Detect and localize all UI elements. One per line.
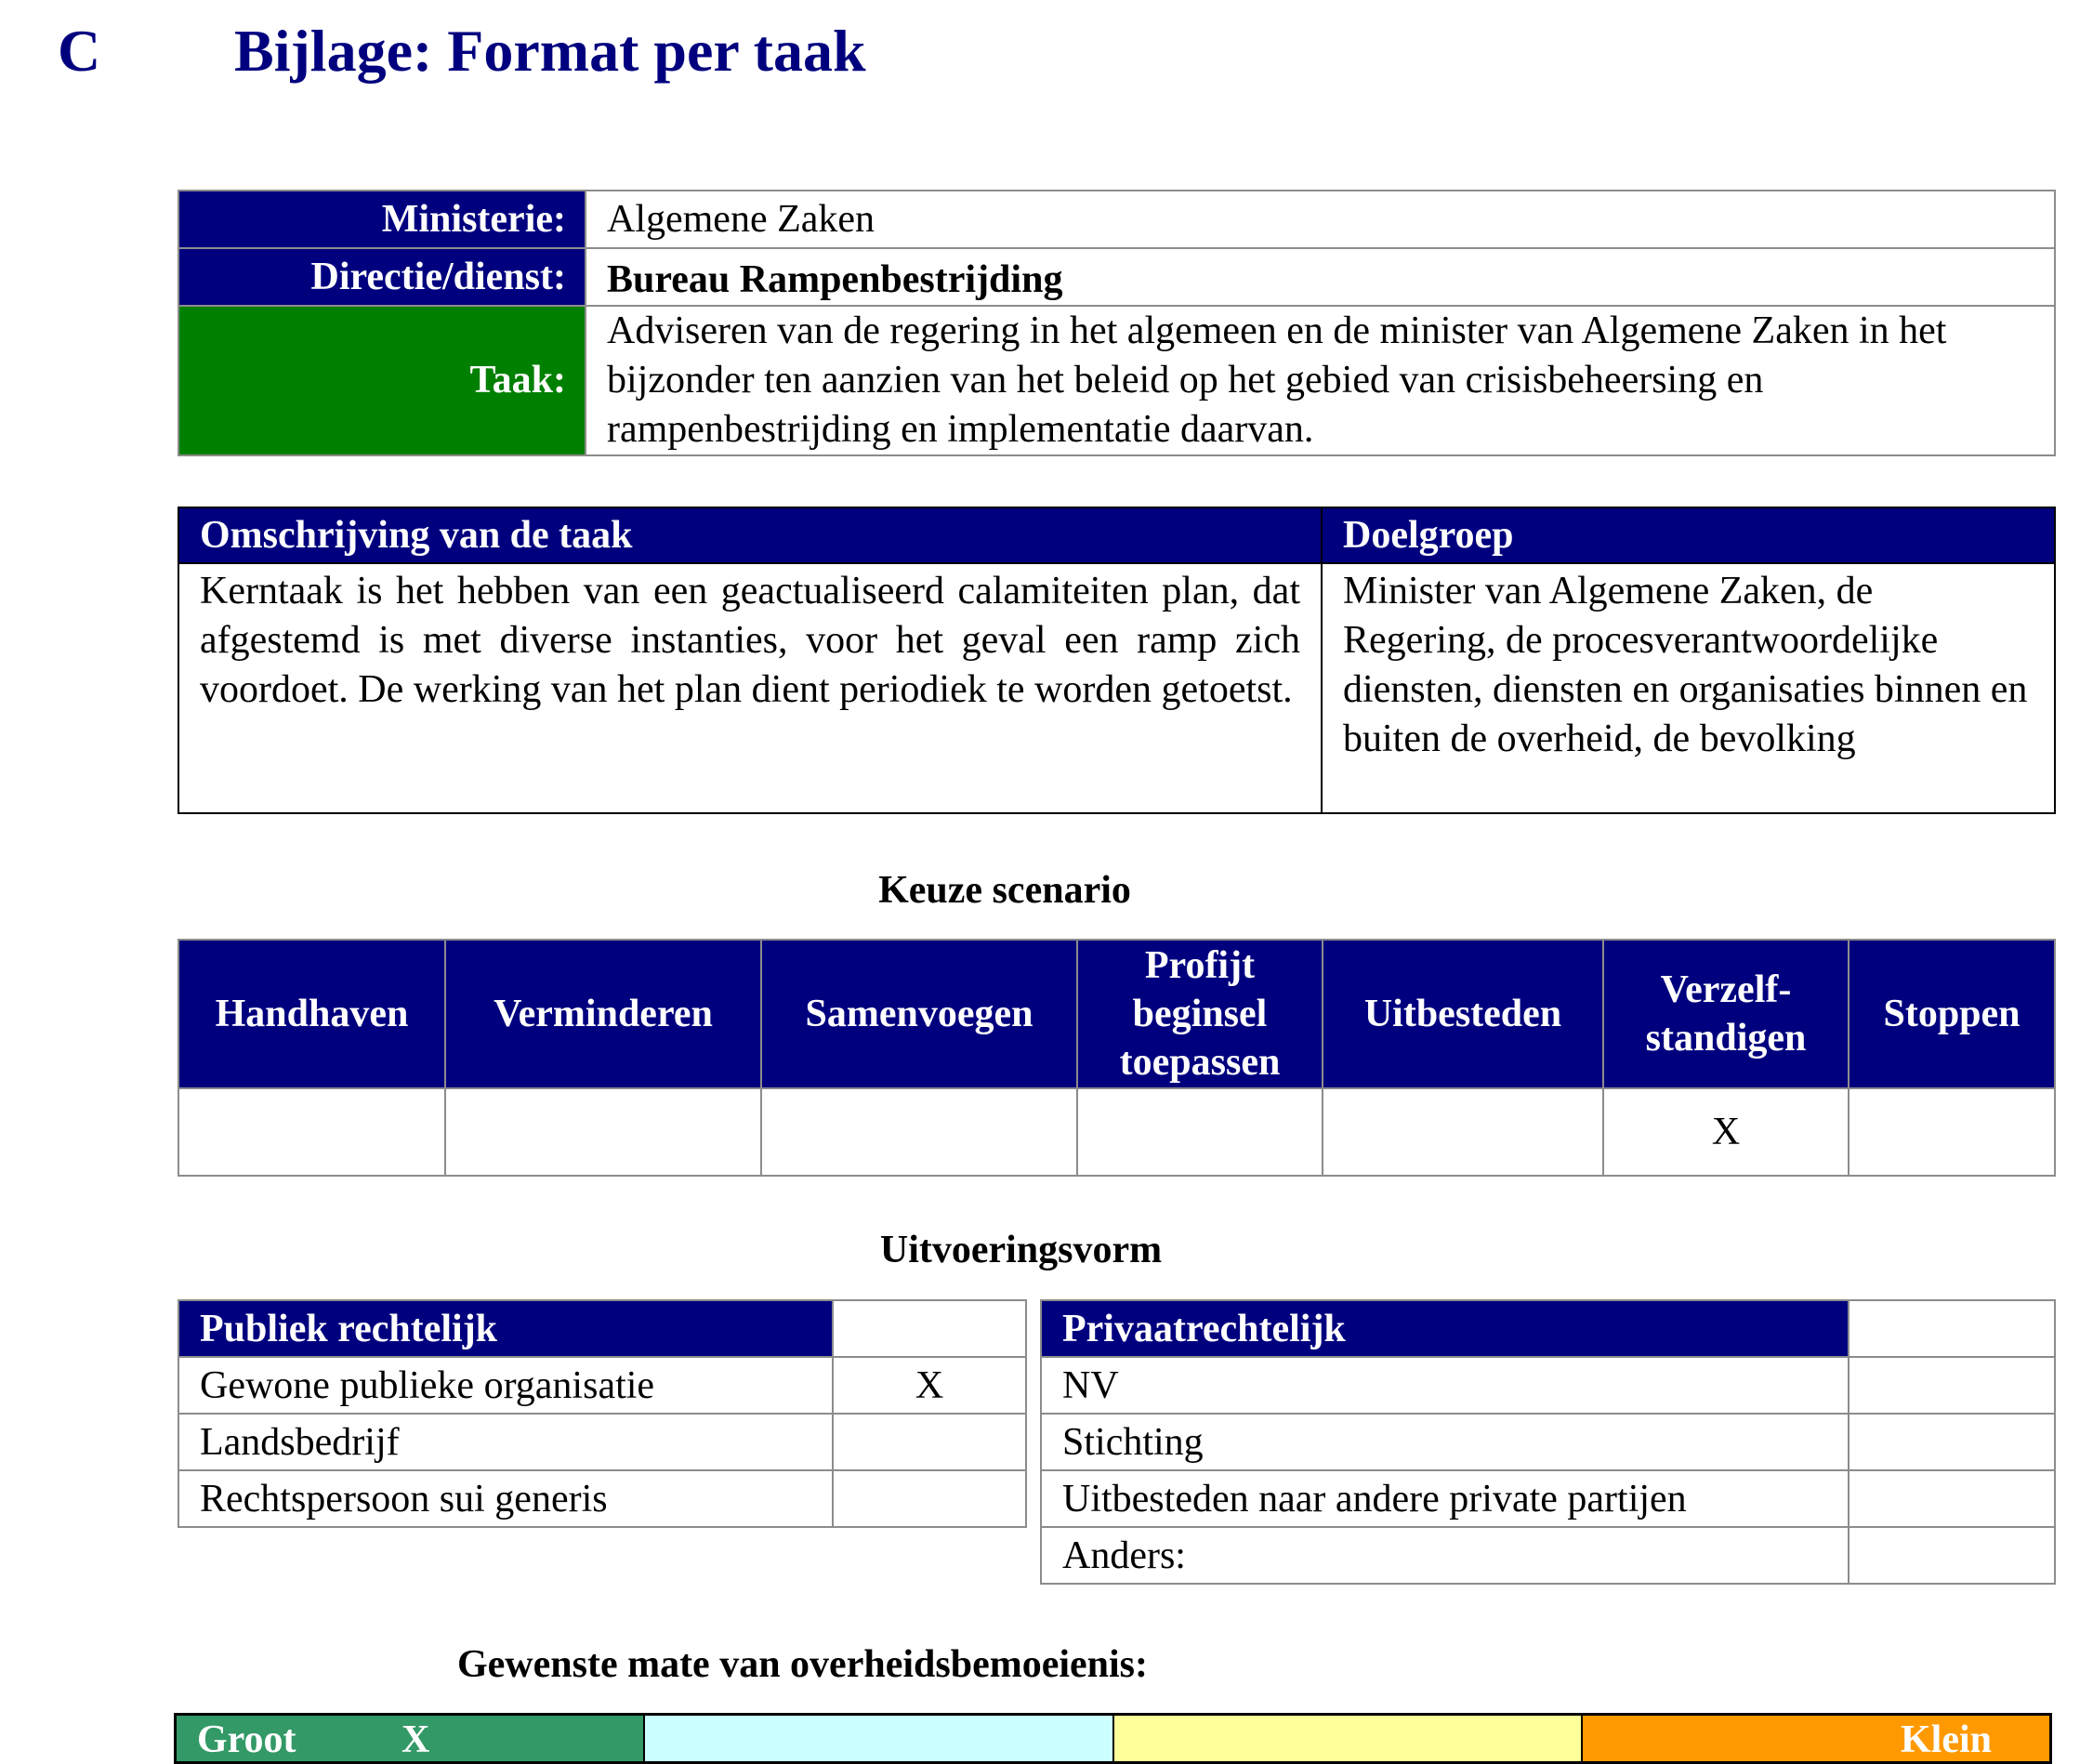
uitvoering-title: Uitvoeringsvorm: [879, 1229, 1163, 1271]
publiek-row-mark: X: [833, 1357, 1026, 1414]
scenario-header-row: [178, 940, 2055, 1088]
scenario-col-stoppen: Stoppen: [1849, 940, 2055, 1088]
privaat-row-mark: [1849, 1357, 2055, 1414]
privaat-row-mark: [1849, 1527, 2055, 1584]
scenario-mark-uitbesteden: [1323, 1088, 1603, 1176]
publiek-row-mark: [833, 1414, 1026, 1470]
bemoeienis-title: Gewenste mate van overheidsbemoeienis:: [456, 1643, 1149, 1686]
ministerie-value: Algemene Zaken: [586, 191, 2055, 248]
scale-segment-klein: [1583, 1716, 2049, 1761]
table-row: [178, 1414, 1026, 1470]
table-row: [178, 1357, 1026, 1414]
privaat-row-label: Anders:: [1041, 1527, 1849, 1584]
scenario-mark-verminderen: [445, 1088, 761, 1176]
scenario-col-uitbesteden: Uitbesteden: [1323, 940, 1603, 1088]
ministerie-label: Ministerie:: [178, 191, 586, 248]
scenario-mark-stoppen: [1849, 1088, 2055, 1176]
directie-label: Directie/dienst:: [178, 248, 586, 306]
scale-mark: X: [401, 1718, 430, 1761]
privaat-header: Privaatrechtelijk: [1041, 1300, 1849, 1357]
taak-value: Adviseren van de regering in het algemeen en de minister van Algemene Zaken in het bijzonder ten aanzien van het beleid op het gebied van crisisbeheersing en rampenbestrijding en implementatie daarvan.: [586, 306, 2055, 455]
scenario-mark-handhaven: [178, 1088, 445, 1176]
omschrijving-body-row: [178, 563, 2055, 813]
scale-label-groot: Groot: [197, 1718, 296, 1761]
scale-segment-3: [1114, 1716, 1583, 1761]
table-row: [1041, 1414, 2055, 1470]
publiek-row-label: Rechtspersoon sui generis: [178, 1470, 833, 1527]
meta-row-directie: [178, 248, 2055, 306]
scenario-mark-row: [178, 1088, 2055, 1176]
taak-label: Taak:: [178, 306, 586, 455]
scale-segment-groot: [177, 1716, 645, 1761]
omschrijving-header: Omschrijving van de taak: [178, 507, 1322, 563]
table-row: [1041, 1470, 2055, 1527]
meta-row-ministerie: [178, 191, 2055, 248]
publiek-row-label: Landsbedrijf: [178, 1414, 833, 1470]
privaat-row-label: NV: [1041, 1357, 1849, 1414]
publiek-table: [178, 1299, 1027, 1528]
publiek-header: Publiek rechtelijk: [178, 1300, 833, 1357]
omschrijving-text: Kerntaak is het hebben van een geactualiseerd calamiteiten plan, dat afgestemd is met diverse instanties, voor het geval een ramp zich voordoet. De werking van het plan dient periodiek te worden getoetst.: [178, 563, 1322, 813]
bemoeienis-scale: [174, 1713, 2052, 1764]
doelgroep-text: Minister van Algemene Zaken, de Regering, de procesverantwoordelijke diensten, diensten en organisaties binnen en buiten de overheid, de bevolking: [1322, 563, 2055, 813]
directie-value: Bureau Rampenbestrijding: [586, 248, 2055, 306]
scenario-mark-samenvoegen: [761, 1088, 1077, 1176]
meta-row-taak: [178, 306, 2055, 455]
publiek-row-label: Gewone publieke organisatie: [178, 1357, 833, 1414]
omschrijving-header-row: [178, 507, 2055, 563]
privaat-row-label: Stichting: [1041, 1414, 1849, 1470]
scale-segment-2: [645, 1716, 1113, 1761]
scenario-col-verzelfstandigen: Verzelf-standigen: [1603, 940, 1849, 1088]
scenario-col-verminderen: Verminderen: [445, 940, 761, 1088]
omschrijving-table: [178, 507, 2056, 814]
scenario-col-handhaven: Handhaven: [178, 940, 445, 1088]
scenario-mark-profijt: [1077, 1088, 1323, 1176]
privaat-row-mark: [1849, 1470, 2055, 1527]
scenario-col-profijt: Profijt beginsel toepassen: [1077, 940, 1323, 1088]
privaat-table: [1040, 1299, 2056, 1585]
publiek-row-mark: [833, 1470, 1026, 1527]
scale-label-klein: Klein: [1900, 1718, 1992, 1761]
scenario-col-samenvoegen: Samenvoegen: [761, 940, 1077, 1088]
publiek-header-row: [178, 1300, 1026, 1357]
doelgroep-header: Doelgroep: [1322, 507, 2055, 563]
table-row: [178, 1470, 1026, 1527]
privaat-header-blank: [1849, 1300, 2055, 1357]
scenario-title: Keuze scenario: [878, 869, 1131, 912]
privaat-row-mark: [1849, 1414, 2055, 1470]
scenario-mark-verzelfstandigen: X: [1603, 1088, 1849, 1176]
publiek-header-blank: [833, 1300, 1026, 1357]
privaat-row-label: Uitbesteden naar andere private partijen: [1041, 1470, 1849, 1527]
table-row: [1041, 1527, 2055, 1584]
meta-table: [178, 190, 2056, 456]
table-row: [1041, 1357, 2055, 1414]
page-title: Bijlage: Format per taak: [234, 18, 866, 84]
appendix-letter: C: [58, 18, 101, 84]
privaat-header-row: [1041, 1300, 2055, 1357]
scenario-table: [178, 939, 2056, 1177]
